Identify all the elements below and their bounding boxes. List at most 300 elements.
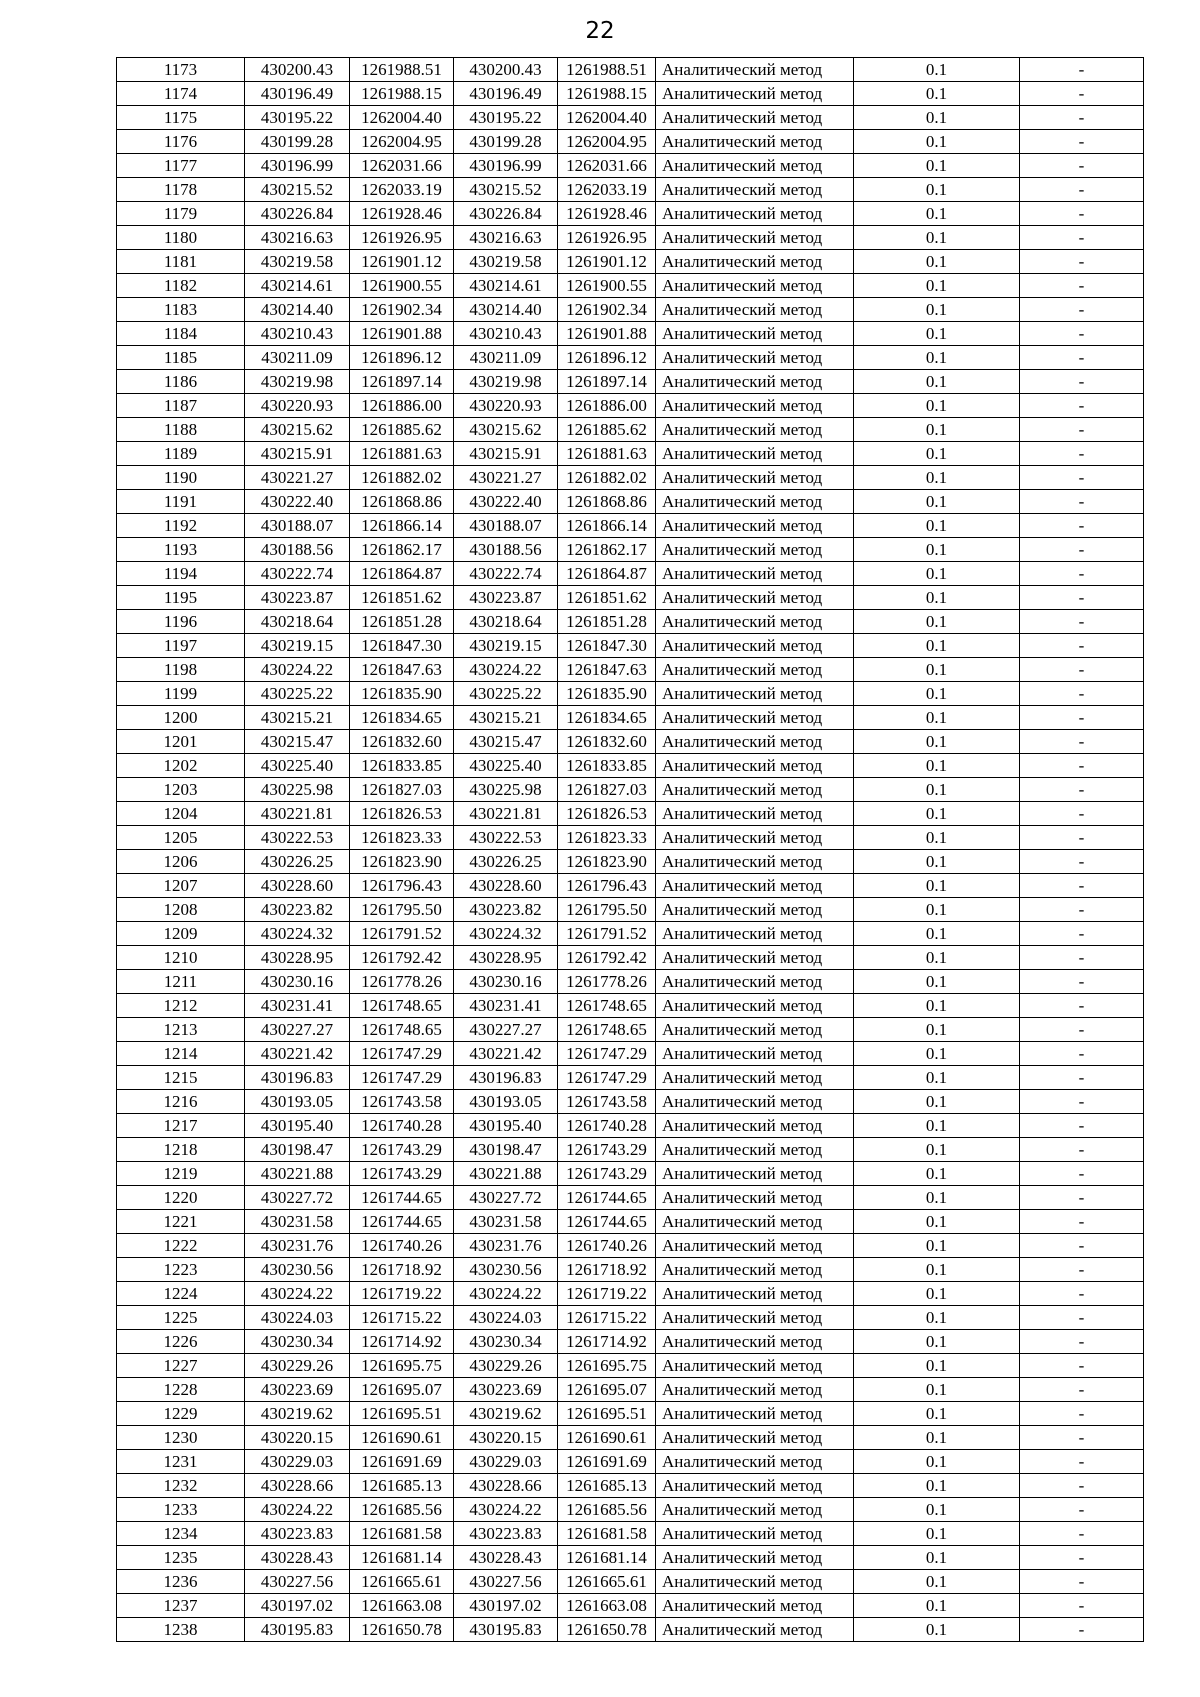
x-old-cell: 430229.26 xyxy=(245,1354,350,1378)
method-cell: Аналитический метод xyxy=(656,1522,854,1546)
table-row xyxy=(117,1426,1144,1450)
point-number-cell: 1173 xyxy=(117,58,245,82)
method-cell: Аналитический метод xyxy=(656,586,854,610)
accuracy-cell: 0.1 xyxy=(854,106,1020,130)
x-old-cell: 430226.25 xyxy=(245,850,350,874)
x-old-cell: 430197.02 xyxy=(245,1594,350,1618)
point-number-cell: 1196 xyxy=(117,610,245,634)
note-cell: - xyxy=(1020,970,1144,994)
table-row xyxy=(117,82,1144,106)
accuracy-cell: 0.1 xyxy=(854,298,1020,322)
point-number-cell: 1225 xyxy=(117,1306,245,1330)
y-new-cell: 1261685.13 xyxy=(558,1474,656,1498)
y-new-cell: 1261665.61 xyxy=(558,1570,656,1594)
y-new-cell: 1261862.17 xyxy=(558,538,656,562)
note-cell: - xyxy=(1020,1162,1144,1186)
x-old-cell: 430227.72 xyxy=(245,1186,350,1210)
table-row xyxy=(117,1162,1144,1186)
x-new-cell: 430223.82 xyxy=(454,898,558,922)
note-cell: - xyxy=(1020,274,1144,298)
y-old-cell: 1261823.33 xyxy=(350,826,454,850)
y-old-cell: 1261988.15 xyxy=(350,82,454,106)
y-old-cell: 1261866.14 xyxy=(350,514,454,538)
y-new-cell: 1261823.33 xyxy=(558,826,656,850)
y-old-cell: 1261988.51 xyxy=(350,58,454,82)
point-number-cell: 1232 xyxy=(117,1474,245,1498)
point-number-cell: 1200 xyxy=(117,706,245,730)
y-old-cell: 1261695.51 xyxy=(350,1402,454,1426)
accuracy-cell: 0.1 xyxy=(854,178,1020,202)
note-cell: - xyxy=(1020,994,1144,1018)
y-old-cell: 1261885.62 xyxy=(350,418,454,442)
y-old-cell: 1261796.43 xyxy=(350,874,454,898)
x-old-cell: 430222.40 xyxy=(245,490,350,514)
accuracy-cell: 0.1 xyxy=(854,1594,1020,1618)
table-row xyxy=(117,154,1144,178)
x-new-cell: 430221.81 xyxy=(454,802,558,826)
point-number-cell: 1216 xyxy=(117,1090,245,1114)
note-cell: - xyxy=(1020,586,1144,610)
accuracy-cell: 0.1 xyxy=(854,418,1020,442)
method-cell: Аналитический метод xyxy=(656,562,854,586)
table-row xyxy=(117,850,1144,874)
coordinates-table-body xyxy=(117,58,1144,1642)
y-new-cell: 1261835.90 xyxy=(558,682,656,706)
x-old-cell: 430230.16 xyxy=(245,970,350,994)
table-row xyxy=(117,298,1144,322)
accuracy-cell: 0.1 xyxy=(854,874,1020,898)
point-number-cell: 1214 xyxy=(117,1042,245,1066)
accuracy-cell: 0.1 xyxy=(854,1162,1020,1186)
x-new-cell: 430224.03 xyxy=(454,1306,558,1330)
point-number-cell: 1237 xyxy=(117,1594,245,1618)
point-number-cell: 1182 xyxy=(117,274,245,298)
y-new-cell: 1261778.26 xyxy=(558,970,656,994)
y-new-cell: 1261847.63 xyxy=(558,658,656,682)
y-old-cell: 1261868.86 xyxy=(350,490,454,514)
x-new-cell: 430224.32 xyxy=(454,922,558,946)
y-new-cell: 1262004.95 xyxy=(558,130,656,154)
y-new-cell: 1261740.26 xyxy=(558,1234,656,1258)
accuracy-cell: 0.1 xyxy=(854,1354,1020,1378)
y-old-cell: 1261718.92 xyxy=(350,1258,454,1282)
note-cell: - xyxy=(1020,346,1144,370)
point-number-cell: 1181 xyxy=(117,250,245,274)
x-new-cell: 430224.22 xyxy=(454,1498,558,1522)
method-cell: Аналитический метод xyxy=(656,610,854,634)
y-old-cell: 1261719.22 xyxy=(350,1282,454,1306)
y-old-cell: 1261795.50 xyxy=(350,898,454,922)
point-number-cell: 1187 xyxy=(117,394,245,418)
table-row xyxy=(117,826,1144,850)
y-old-cell: 1261900.55 xyxy=(350,274,454,298)
y-old-cell: 1262033.19 xyxy=(350,178,454,202)
method-cell: Аналитический метод xyxy=(656,226,854,250)
x-old-cell: 430222.53 xyxy=(245,826,350,850)
point-number-cell: 1222 xyxy=(117,1234,245,1258)
table-row xyxy=(117,1114,1144,1138)
x-new-cell: 430193.05 xyxy=(454,1090,558,1114)
accuracy-cell: 0.1 xyxy=(854,754,1020,778)
x-new-cell: 430188.07 xyxy=(454,514,558,538)
point-number-cell: 1202 xyxy=(117,754,245,778)
method-cell: Аналитический метод xyxy=(656,490,854,514)
x-old-cell: 430227.27 xyxy=(245,1018,350,1042)
note-cell: - xyxy=(1020,1570,1144,1594)
method-cell: Аналитический метод xyxy=(656,178,854,202)
x-new-cell: 430229.03 xyxy=(454,1450,558,1474)
y-old-cell: 1261902.34 xyxy=(350,298,454,322)
x-old-cell: 430221.27 xyxy=(245,466,350,490)
accuracy-cell: 0.1 xyxy=(854,130,1020,154)
note-cell: - xyxy=(1020,1426,1144,1450)
accuracy-cell: 0.1 xyxy=(854,898,1020,922)
accuracy-cell: 0.1 xyxy=(854,1042,1020,1066)
accuracy-cell: 0.1 xyxy=(854,154,1020,178)
accuracy-cell: 0.1 xyxy=(854,1474,1020,1498)
accuracy-cell: 0.1 xyxy=(854,466,1020,490)
y-new-cell: 1261681.58 xyxy=(558,1522,656,1546)
y-new-cell: 1261796.43 xyxy=(558,874,656,898)
note-cell: - xyxy=(1020,826,1144,850)
y-new-cell: 1261901.12 xyxy=(558,250,656,274)
accuracy-cell: 0.1 xyxy=(854,778,1020,802)
method-cell: Аналитический метод xyxy=(656,1330,854,1354)
point-number-cell: 1184 xyxy=(117,322,245,346)
table-row xyxy=(117,394,1144,418)
accuracy-cell: 0.1 xyxy=(854,1306,1020,1330)
note-cell: - xyxy=(1020,1450,1144,1474)
x-old-cell: 430195.22 xyxy=(245,106,350,130)
table-row xyxy=(117,1018,1144,1042)
y-new-cell: 1261882.02 xyxy=(558,466,656,490)
x-new-cell: 430219.98 xyxy=(454,370,558,394)
y-new-cell: 1261744.65 xyxy=(558,1186,656,1210)
x-new-cell: 430228.66 xyxy=(454,1474,558,1498)
method-cell: Аналитический метод xyxy=(656,682,854,706)
point-number-cell: 1235 xyxy=(117,1546,245,1570)
table-row xyxy=(117,418,1144,442)
x-old-cell: 430211.09 xyxy=(245,346,350,370)
x-new-cell: 430222.74 xyxy=(454,562,558,586)
y-new-cell: 1261823.90 xyxy=(558,850,656,874)
method-cell: Аналитический метод xyxy=(656,1354,854,1378)
y-new-cell: 1261885.62 xyxy=(558,418,656,442)
accuracy-cell: 0.1 xyxy=(854,1018,1020,1042)
table-row xyxy=(117,562,1144,586)
y-new-cell: 1261748.65 xyxy=(558,994,656,1018)
x-old-cell: 430223.82 xyxy=(245,898,350,922)
y-new-cell: 1261740.28 xyxy=(558,1114,656,1138)
x-old-cell: 430196.49 xyxy=(245,82,350,106)
y-old-cell: 1262004.95 xyxy=(350,130,454,154)
x-old-cell: 430228.95 xyxy=(245,946,350,970)
y-old-cell: 1261847.63 xyxy=(350,658,454,682)
y-new-cell: 1261690.61 xyxy=(558,1426,656,1450)
y-old-cell: 1261897.14 xyxy=(350,370,454,394)
x-new-cell: 430196.83 xyxy=(454,1066,558,1090)
y-old-cell: 1261901.12 xyxy=(350,250,454,274)
x-new-cell: 430228.95 xyxy=(454,946,558,970)
y-new-cell: 1262031.66 xyxy=(558,154,656,178)
method-cell: Аналитический метод xyxy=(656,1474,854,1498)
table-row xyxy=(117,1234,1144,1258)
x-new-cell: 430219.58 xyxy=(454,250,558,274)
note-cell: - xyxy=(1020,1402,1144,1426)
y-new-cell: 1261866.14 xyxy=(558,514,656,538)
y-old-cell: 1261928.46 xyxy=(350,202,454,226)
note-cell: - xyxy=(1020,442,1144,466)
note-cell: - xyxy=(1020,1498,1144,1522)
x-old-cell: 430228.66 xyxy=(245,1474,350,1498)
note-cell: - xyxy=(1020,1378,1144,1402)
table-row xyxy=(117,1594,1144,1618)
accuracy-cell: 0.1 xyxy=(854,994,1020,1018)
y-old-cell: 1261926.95 xyxy=(350,226,454,250)
method-cell: Аналитический метод xyxy=(656,970,854,994)
note-cell: - xyxy=(1020,1138,1144,1162)
method-cell: Аналитический метод xyxy=(656,1450,854,1474)
note-cell: - xyxy=(1020,1354,1144,1378)
y-old-cell: 1261862.17 xyxy=(350,538,454,562)
x-old-cell: 430188.56 xyxy=(245,538,350,562)
x-old-cell: 430227.56 xyxy=(245,1570,350,1594)
point-number-cell: 1233 xyxy=(117,1498,245,1522)
x-old-cell: 430222.74 xyxy=(245,562,350,586)
method-cell: Аналитический метод xyxy=(656,898,854,922)
y-old-cell: 1261833.85 xyxy=(350,754,454,778)
note-cell: - xyxy=(1020,610,1144,634)
method-cell: Аналитический метод xyxy=(656,322,854,346)
note-cell: - xyxy=(1020,130,1144,154)
x-old-cell: 430215.52 xyxy=(245,178,350,202)
point-number-cell: 1177 xyxy=(117,154,245,178)
table-row xyxy=(117,1306,1144,1330)
y-new-cell: 1261695.07 xyxy=(558,1378,656,1402)
accuracy-cell: 0.1 xyxy=(854,538,1020,562)
x-new-cell: 430221.27 xyxy=(454,466,558,490)
accuracy-cell: 0.1 xyxy=(854,1330,1020,1354)
table-row xyxy=(117,490,1144,514)
note-cell: - xyxy=(1020,874,1144,898)
accuracy-cell: 0.1 xyxy=(854,730,1020,754)
y-old-cell: 1261827.03 xyxy=(350,778,454,802)
accuracy-cell: 0.1 xyxy=(854,202,1020,226)
y-new-cell: 1261902.34 xyxy=(558,298,656,322)
point-number-cell: 1219 xyxy=(117,1162,245,1186)
y-old-cell: 1261882.02 xyxy=(350,466,454,490)
accuracy-cell: 0.1 xyxy=(854,442,1020,466)
accuracy-cell: 0.1 xyxy=(854,1618,1020,1642)
point-number-cell: 1209 xyxy=(117,922,245,946)
y-old-cell: 1261778.26 xyxy=(350,970,454,994)
y-old-cell: 1261747.29 xyxy=(350,1042,454,1066)
x-new-cell: 430231.58 xyxy=(454,1210,558,1234)
note-cell: - xyxy=(1020,106,1144,130)
table-row xyxy=(117,1210,1144,1234)
accuracy-cell: 0.1 xyxy=(854,394,1020,418)
method-cell: Аналитический метод xyxy=(656,1282,854,1306)
table-row xyxy=(117,1450,1144,1474)
note-cell: - xyxy=(1020,1090,1144,1114)
y-old-cell: 1261681.14 xyxy=(350,1546,454,1570)
y-old-cell: 1261896.12 xyxy=(350,346,454,370)
note-cell: - xyxy=(1020,1186,1144,1210)
note-cell: - xyxy=(1020,250,1144,274)
y-new-cell: 1261663.08 xyxy=(558,1594,656,1618)
accuracy-cell: 0.1 xyxy=(854,706,1020,730)
x-new-cell: 430221.88 xyxy=(454,1162,558,1186)
accuracy-cell: 0.1 xyxy=(854,1210,1020,1234)
y-new-cell: 1261791.52 xyxy=(558,922,656,946)
table-row xyxy=(117,730,1144,754)
note-cell: - xyxy=(1020,202,1144,226)
point-number-cell: 1210 xyxy=(117,946,245,970)
accuracy-cell: 0.1 xyxy=(854,514,1020,538)
x-new-cell: 430210.43 xyxy=(454,322,558,346)
table-row xyxy=(117,1618,1144,1642)
y-old-cell: 1261715.22 xyxy=(350,1306,454,1330)
x-old-cell: 430231.41 xyxy=(245,994,350,1018)
y-old-cell: 1261691.69 xyxy=(350,1450,454,1474)
y-old-cell: 1261901.88 xyxy=(350,322,454,346)
x-new-cell: 430215.52 xyxy=(454,178,558,202)
table-row xyxy=(117,658,1144,682)
table-row xyxy=(117,802,1144,826)
y-old-cell: 1261847.30 xyxy=(350,634,454,658)
x-old-cell: 430199.28 xyxy=(245,130,350,154)
x-old-cell: 430195.83 xyxy=(245,1618,350,1642)
x-old-cell: 430215.21 xyxy=(245,706,350,730)
point-number-cell: 1220 xyxy=(117,1186,245,1210)
x-new-cell: 430214.40 xyxy=(454,298,558,322)
method-cell: Аналитический метод xyxy=(656,658,854,682)
point-number-cell: 1185 xyxy=(117,346,245,370)
y-new-cell: 1261714.92 xyxy=(558,1330,656,1354)
x-new-cell: 430215.62 xyxy=(454,418,558,442)
table-row xyxy=(117,922,1144,946)
x-old-cell: 430225.22 xyxy=(245,682,350,706)
table-row xyxy=(117,1042,1144,1066)
y-old-cell: 1261740.28 xyxy=(350,1114,454,1138)
accuracy-cell: 0.1 xyxy=(854,1498,1020,1522)
x-new-cell: 430225.22 xyxy=(454,682,558,706)
table-row xyxy=(117,682,1144,706)
point-number-cell: 1228 xyxy=(117,1378,245,1402)
x-old-cell: 430221.88 xyxy=(245,1162,350,1186)
note-cell: - xyxy=(1020,1234,1144,1258)
x-old-cell: 430195.40 xyxy=(245,1114,350,1138)
note-cell: - xyxy=(1020,778,1144,802)
accuracy-cell: 0.1 xyxy=(854,322,1020,346)
y-new-cell: 1262004.40 xyxy=(558,106,656,130)
note-cell: - xyxy=(1020,658,1144,682)
note-cell: - xyxy=(1020,466,1144,490)
y-new-cell: 1261695.75 xyxy=(558,1354,656,1378)
y-new-cell: 1261926.95 xyxy=(558,226,656,250)
point-number-cell: 1198 xyxy=(117,658,245,682)
point-number-cell: 1183 xyxy=(117,298,245,322)
x-old-cell: 430231.58 xyxy=(245,1210,350,1234)
y-new-cell: 1261864.87 xyxy=(558,562,656,586)
y-new-cell: 1261685.56 xyxy=(558,1498,656,1522)
point-number-cell: 1213 xyxy=(117,1018,245,1042)
point-number-cell: 1212 xyxy=(117,994,245,1018)
method-cell: Аналитический метод xyxy=(656,778,854,802)
method-cell: Аналитический метод xyxy=(656,1306,854,1330)
method-cell: Аналитический метод xyxy=(656,250,854,274)
accuracy-cell: 0.1 xyxy=(854,802,1020,826)
y-old-cell: 1261851.28 xyxy=(350,610,454,634)
x-old-cell: 430225.40 xyxy=(245,754,350,778)
y-old-cell: 1261826.53 xyxy=(350,802,454,826)
note-cell: - xyxy=(1020,370,1144,394)
method-cell: Аналитический метод xyxy=(656,58,854,82)
note-cell: - xyxy=(1020,1522,1144,1546)
method-cell: Аналитический метод xyxy=(656,1138,854,1162)
y-new-cell: 1261896.12 xyxy=(558,346,656,370)
note-cell: - xyxy=(1020,634,1144,658)
x-new-cell: 430228.43 xyxy=(454,1546,558,1570)
note-cell: - xyxy=(1020,514,1144,538)
point-number-cell: 1204 xyxy=(117,802,245,826)
point-number-cell: 1206 xyxy=(117,850,245,874)
point-number-cell: 1201 xyxy=(117,730,245,754)
accuracy-cell: 0.1 xyxy=(854,1186,1020,1210)
y-old-cell: 1261834.65 xyxy=(350,706,454,730)
x-old-cell: 430231.76 xyxy=(245,1234,350,1258)
point-number-cell: 1217 xyxy=(117,1114,245,1138)
accuracy-cell: 0.1 xyxy=(854,658,1020,682)
table-row xyxy=(117,1258,1144,1282)
x-old-cell: 430224.22 xyxy=(245,1498,350,1522)
note-cell: - xyxy=(1020,562,1144,586)
table-row xyxy=(117,346,1144,370)
x-old-cell: 430196.83 xyxy=(245,1066,350,1090)
note-cell: - xyxy=(1020,682,1144,706)
x-new-cell: 430231.76 xyxy=(454,1234,558,1258)
accuracy-cell: 0.1 xyxy=(854,826,1020,850)
y-old-cell: 1261744.65 xyxy=(350,1186,454,1210)
method-cell: Аналитический метод xyxy=(656,346,854,370)
x-new-cell: 430223.69 xyxy=(454,1378,558,1402)
accuracy-cell: 0.1 xyxy=(854,610,1020,634)
x-new-cell: 430219.62 xyxy=(454,1402,558,1426)
method-cell: Аналитический метод xyxy=(656,538,854,562)
point-number-cell: 1224 xyxy=(117,1282,245,1306)
accuracy-cell: 0.1 xyxy=(854,1378,1020,1402)
method-cell: Аналитический метод xyxy=(656,802,854,826)
method-cell: Аналитический метод xyxy=(656,874,854,898)
y-new-cell: 1261715.22 xyxy=(558,1306,656,1330)
method-cell: Аналитический метод xyxy=(656,1426,854,1450)
x-new-cell: 430216.63 xyxy=(454,226,558,250)
y-new-cell: 1261897.14 xyxy=(558,370,656,394)
method-cell: Аналитический метод xyxy=(656,130,854,154)
table-row xyxy=(117,106,1144,130)
note-cell: - xyxy=(1020,898,1144,922)
x-old-cell: 430196.99 xyxy=(245,154,350,178)
note-cell: - xyxy=(1020,394,1144,418)
x-old-cell: 430214.40 xyxy=(245,298,350,322)
method-cell: Аналитический метод xyxy=(656,298,854,322)
note-cell: - xyxy=(1020,538,1144,562)
x-new-cell: 430221.42 xyxy=(454,1042,558,1066)
x-new-cell: 430226.84 xyxy=(454,202,558,226)
method-cell: Аналитический метод xyxy=(656,1210,854,1234)
point-number-cell: 1188 xyxy=(117,418,245,442)
accuracy-cell: 0.1 xyxy=(854,250,1020,274)
